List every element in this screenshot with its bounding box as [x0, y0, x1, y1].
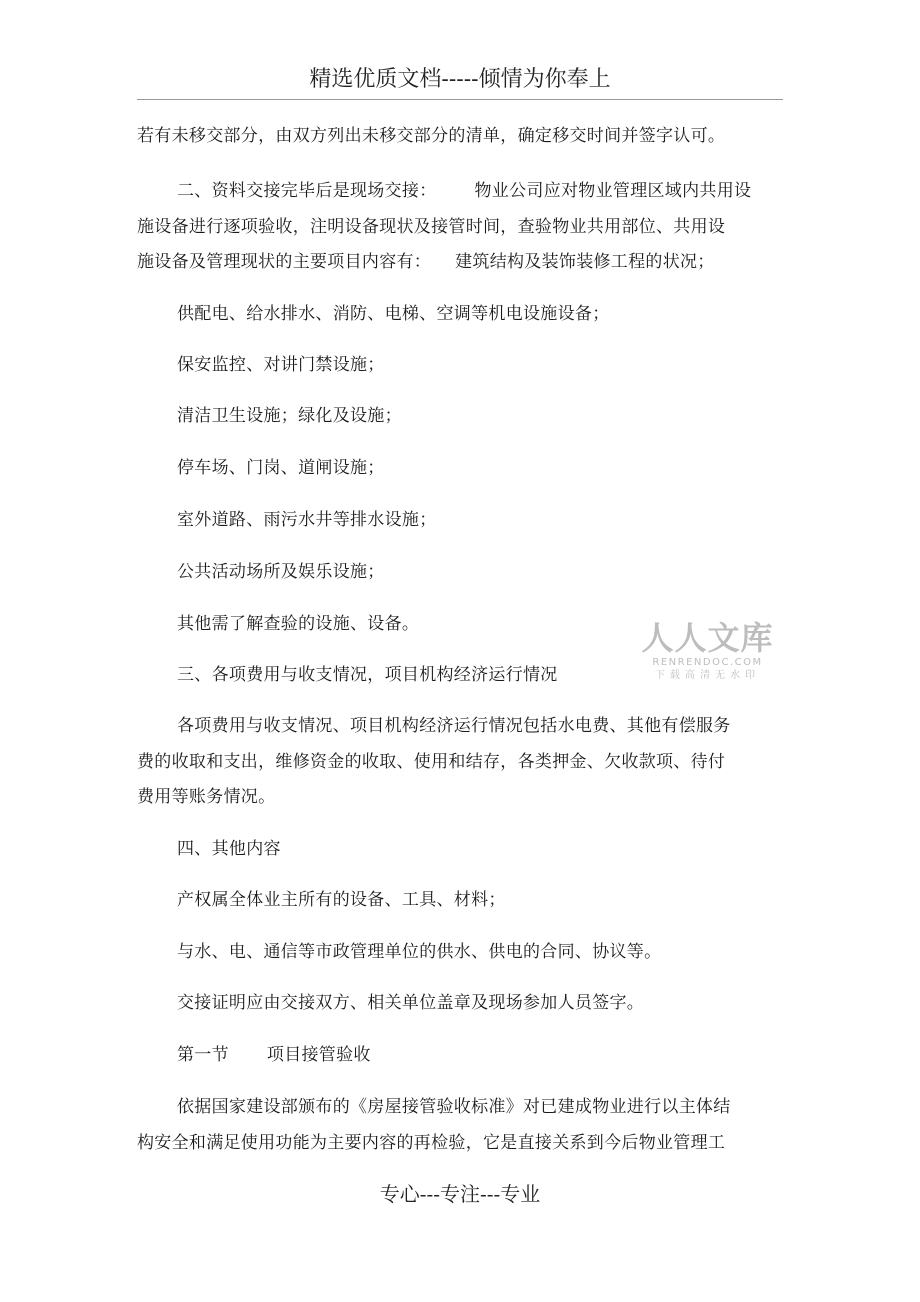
header-divider — [137, 99, 783, 100]
section-heading: 三、各项费用与收支情况，项目机构经济运行情况 — [177, 665, 558, 685]
paragraph-line: 构安全和满足使用功能为主要内容的再检验，它是直接关系到今后物业管理工 — [137, 1133, 726, 1153]
section-heading: 二、资料交接完毕后是现场交接： — [177, 181, 437, 201]
list-item: 室外道路、雨污水井等排水设施； — [177, 510, 437, 530]
watermark-url: RENRENDOC.COM — [652, 657, 763, 668]
section-heading — [177, 1040, 371, 1065]
list-item: 产权属全体业主所有的设备、工具、材料； — [177, 890, 506, 910]
paragraph-line: 交接证明应由交接双方、相关单位盖章及现场参加人员签字。 — [177, 993, 645, 1013]
paragraph-line — [137, 247, 715, 272]
watermark-logo — [640, 620, 775, 683]
paragraph-line: 若有未移交部分，由双方列出未移交部分的清单，确定移交时间并签字认可。 — [137, 126, 726, 146]
watermark-title: 人人文库 — [641, 619, 774, 657]
watermark-subtitle: 下载高清无水印 — [655, 670, 760, 681]
page-header: 精选优质文档-----倾情为你奉上 — [309, 67, 611, 92]
section-number: 第一节 — [177, 1045, 229, 1065]
list-item: 与水、电、通信等市政管理单位的供水、供电的合同、协议等。 — [177, 942, 662, 962]
list-item: 公共活动场所及娱乐设施； — [177, 562, 385, 582]
paragraph-line: 各项费用与收支情况、项目机构经济运行情况包括水电费、其他有偿服务 — [177, 716, 731, 736]
list-item: 保安监控、对讲门禁设施； — [177, 355, 385, 375]
section-heading: 四、其他内容 — [177, 839, 281, 859]
list-item: 其他需了解查验的设施、设备。 — [177, 614, 420, 634]
paragraph-text: 建筑结构及装饰装修工程的状况； — [455, 252, 715, 272]
paragraph-line: 费用等账务情况。 — [137, 787, 276, 807]
paragraph-text: 施设备及管理现状的主要项目内容有： — [137, 252, 432, 272]
paragraph-text: 物业公司应对物业管理区域内共用设 — [474, 181, 752, 201]
paragraph-line: 依据国家建设部颁布的《房屋接管验收标准》对已建成物业进行以主体结 — [177, 1097, 731, 1117]
section-title: 项目接管验收 — [266, 1045, 371, 1065]
list-item: 清洁卫生设施；绿化及设施； — [177, 406, 402, 426]
list-item: 停车场、门岗、道闸设施； — [177, 458, 385, 478]
list-item: 供配电、给水排水、消防、电梯、空调等机电设施设备； — [177, 304, 610, 324]
paragraph-line: 费的收取和支出，维修资金的收取、使用和结存，各类押金、欠收款项、待付 — [137, 752, 726, 772]
paragraph-line: 施设备进行逐项验收，注明设备现状及接管时间，查验物业共用部位、共用设 — [137, 217, 726, 237]
page-footer: 专心---专注---专业 — [379, 1182, 541, 1206]
paragraph-line — [177, 176, 751, 201]
